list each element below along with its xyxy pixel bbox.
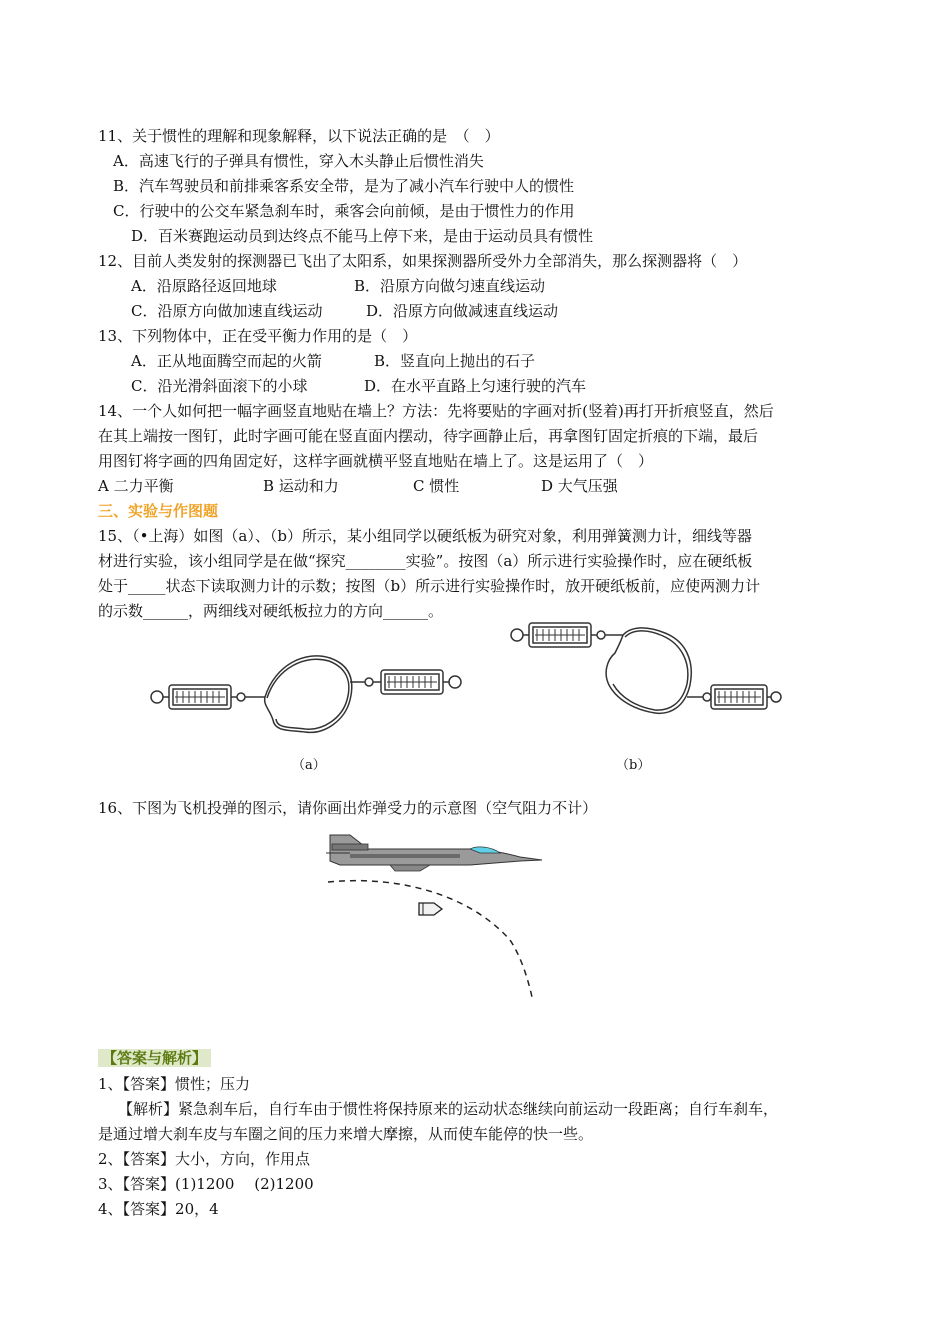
q15-line-3: 处于_____状态下读取测力计的示数；按图（b）所示进行实验操作时，放开硬纸板前，应使两测力计 [98, 577, 761, 595]
q15-line-1: 15、（•上海）如图（a）、（b）所示，某小组同学以硬纸板为研究对象，利用弹簧测力计，细线等器 [98, 527, 752, 545]
q12-option-c: C．沿原方向做加速直线运动 [131, 302, 323, 320]
q15-line-2: 材进行实验，该小组同学是在做“探究________实验”。按图（a）所示进行实验操作时，应在硬纸板 [98, 552, 753, 570]
q13-options-row2 [131, 376, 586, 396]
section-heading: 三、实验与作图题 [98, 502, 219, 520]
explanation-1-line-1: 【解析】紧急刹车后，自行车由于惯性将保持原来的运动状态继续向前运动一段距离；自行车刹车， [118, 1100, 779, 1118]
figure-a-diagram [145, 640, 475, 750]
answer-4: 4、【答案】20，4 [98, 1200, 219, 1218]
explanation-1-line-2: 是通过增大刹车皮与车圈之间的压力来增大摩擦，从而使车能停的快一些。 [98, 1125, 594, 1143]
q13-option-b: B．竖直向上抛出的石子 [374, 352, 536, 370]
q14-option-a: A 二力平衡 [98, 477, 174, 495]
answers-title: 【答案与解析】 [98, 1049, 211, 1067]
trajectory-path [328, 881, 532, 997]
q13-option-c: C．沿光滑斜面滚下的小球 [131, 377, 308, 395]
answer-2: 2、【答案】大小，方向，作用点 [98, 1150, 311, 1168]
q11-option-b: B．汽车驾驶员和前排乘客系安全带，是为了减小汽车行驶中人的惯性 [113, 177, 575, 195]
q11-option-d: D．百米赛跑运动员到达终点不能马上停下来，是由于运动员具有惯性 [131, 227, 594, 245]
q15-line-4: 的示数______，两细线对硬纸板拉力的方向______。 [98, 602, 444, 620]
q12-option-a: A．沿原路径返回地球 [131, 277, 277, 295]
q14-line-2: 在其上端按一图钉，此时字画可能在竖直面内摆动，待字画静止后，再拿图钉固定折痕的下端，最后 [98, 427, 759, 445]
answer-1: 1、【答案】惯性；压力 [98, 1075, 251, 1093]
q13-option-d: D．在水平直路上匀速行驶的汽车 [364, 377, 587, 395]
q12-stem: 12、目前人类发射的探测器已飞出了太阳系，如果探测器所受外力全部消失，那么探测器将（ ） [98, 252, 748, 270]
q14-option-c: C 惯性 [413, 477, 460, 495]
q16-stem: 16、下图为飞机投弹的图示，请你画出炸弹受力的示意图（空气阻力不计） [98, 799, 598, 817]
airplane [326, 835, 542, 871]
answers-title-row [98, 1048, 211, 1068]
q11-stem: 11、关于惯性的理解和现象解释，以下说法正确的是 （ ） [98, 127, 500, 145]
q13-option-a: A．正从地面腾空而起的火箭 [131, 352, 322, 370]
answer-3: 3、【答案】(1)1200 (2)1200 [98, 1175, 314, 1193]
bomb [419, 903, 442, 915]
bomb-drop-figure [320, 825, 550, 1005]
q11-option-a: A．高速飞行的子弹具有惯性，穿入木头静止后惯性消失 [113, 152, 484, 170]
q13-options-row1 [131, 351, 535, 371]
q13-stem: 13、下列物体中，正在受平衡力作用的是（ ） [98, 327, 418, 345]
q11-option-c: C．行驶中的公交车紧急刹车时，乘客会向前倾，是由于惯性力的作用 [113, 202, 575, 220]
q12-options-row1 [131, 276, 545, 296]
q12-options-row2 [131, 301, 558, 321]
q14-option-b: B 运动和力 [263, 477, 339, 495]
q14-line-1: 14、一个人如何把一幅字画竖直地贴在墙上？方法：先将要贴的字画对折(竖着)再打开折痕竖直，然后 [98, 402, 774, 420]
q14-line-3: 用图钉将字画的四角固定好，这样字画就横平竖直地贴在墙上了。这是运用了（ ） [98, 452, 654, 470]
figure-b-diagram [505, 615, 785, 745]
q12-option-b: B．沿原方向做匀速直线运动 [354, 277, 546, 295]
figure-b-caption: （b） [616, 758, 651, 773]
q12-option-d: D．沿原方向做减速直线运动 [366, 302, 559, 320]
q14-option-d: D 大气压强 [541, 477, 618, 495]
q14-options [98, 476, 618, 496]
figure-a-caption: （a） [292, 758, 326, 773]
